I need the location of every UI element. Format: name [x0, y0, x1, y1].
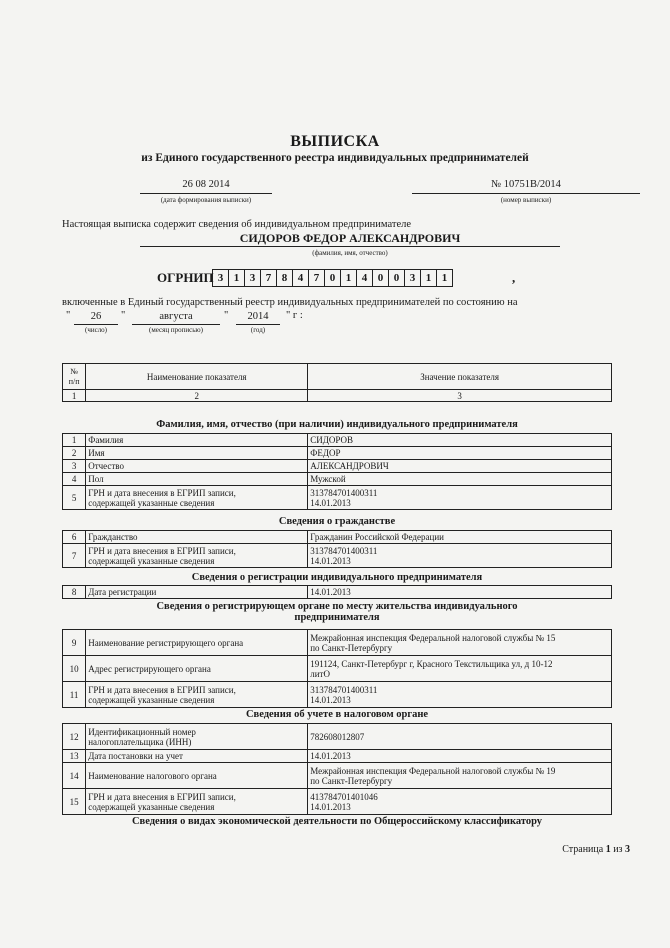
- ogrnip-digit: 7: [261, 270, 277, 286]
- quote-open-day: ": [66, 310, 71, 321]
- row-name: Имя: [86, 447, 308, 460]
- row-name-line: ГРН и дата внесения в ЕГРИП записи,: [88, 545, 236, 556]
- statement-date: 26 08 2014: [140, 179, 272, 194]
- row-name: [86, 724, 308, 750]
- row-number: 5: [63, 486, 86, 510]
- table-row: [63, 789, 612, 815]
- row-value-line: 14.01.2013: [310, 801, 351, 812]
- row-number: 1: [63, 434, 86, 447]
- row-value-line: 313784701400311: [310, 487, 378, 498]
- row-name-line: содержащей указанные сведения: [88, 497, 215, 508]
- state-month-caption: (месяц прописью): [149, 326, 203, 334]
- ogrnip-digit: 1: [341, 270, 357, 286]
- ogrnip-digit: 7: [309, 270, 325, 286]
- row-name-line: содержащей указанные сведения: [88, 801, 215, 812]
- ogrnip-digit: 0: [389, 270, 405, 286]
- section-fio-title: Фамилия, имя, отчество (при наличии) индивидуального предпринимателя: [156, 419, 518, 430]
- row-number: 11: [63, 682, 86, 708]
- row-value-line: 313784701400311: [310, 684, 378, 695]
- ogrnip-digit: 1: [421, 270, 437, 286]
- reg-organ-table: [62, 629, 612, 708]
- ogrnip-digit: 4: [357, 270, 373, 286]
- table-row: [63, 630, 612, 656]
- quote-open-year: ": [224, 310, 229, 321]
- table-row: [63, 544, 612, 568]
- indicator-header-table: [62, 363, 612, 402]
- row-name-line: содержащей указанные сведения: [88, 694, 215, 705]
- row-value-line: по Санкт-Петербургу: [310, 775, 393, 786]
- table-row: [63, 447, 612, 460]
- row-value-line: Межрайонная инспекция Федеральной налоговой службы № 15: [310, 632, 556, 643]
- row-name-line: налогоплательщика (ИНН): [88, 736, 192, 747]
- row-name: Адрес регистрирующего органа: [86, 656, 308, 682]
- table-row: [63, 656, 612, 682]
- row-name-line: ГРН и дата внесения в ЕГРИП записи,: [88, 684, 236, 695]
- table-row: [63, 682, 612, 708]
- table-row: [63, 473, 612, 486]
- section-reg-organ-line: Сведения о регистрирующем органе по месту жительства индивидуального: [156, 601, 518, 612]
- row-number: 10: [63, 656, 86, 682]
- table-row: [63, 434, 612, 447]
- row-value-line: Межрайонная инспекция Федеральной налоговой службы № 19: [310, 765, 556, 776]
- state-day-caption: (число): [84, 326, 108, 334]
- row-number: 7: [63, 544, 86, 568]
- ogrnip-digit: 0: [325, 270, 341, 286]
- row-name: [86, 682, 308, 708]
- ogrnip-digit: 3: [213, 270, 229, 286]
- document-title: ВЫПИСКА: [290, 133, 380, 150]
- row-number: 8: [63, 586, 86, 599]
- row-name: Наименование налогового органа: [86, 763, 308, 789]
- row-name: [86, 486, 308, 510]
- section-citizenship-title: Сведения о гражданстве: [278, 516, 396, 527]
- row-value: Мужской: [308, 473, 612, 486]
- ogrnip-digit: 4: [293, 270, 309, 286]
- intro-line: Настоящая выписка содержит сведения об индивидуальном предпринимателе: [62, 219, 412, 230]
- page-of: из: [613, 844, 623, 855]
- row-value-line: 14.01.2013: [310, 555, 351, 566]
- row-value: АЛЕКСАНДРОВИЧ: [308, 460, 612, 473]
- section-reg-organ-line: предпринимателя: [294, 612, 380, 623]
- row-value-line: 14.01.2013: [310, 694, 351, 705]
- ogrnip-digits: [212, 269, 453, 287]
- row-name: Гражданство: [86, 531, 308, 544]
- row-value-line: 413784701401046: [310, 791, 378, 802]
- table-row: [63, 763, 612, 789]
- col-header-name: Наименование показателя: [86, 364, 308, 390]
- registration-table: [62, 585, 612, 599]
- ogrnip-trailing: ,: [512, 270, 516, 285]
- page-prefix: Страница: [562, 844, 604, 855]
- quote-close-day: ": [121, 310, 126, 321]
- row-number: 3: [63, 460, 86, 473]
- ogrnip-digit: 0: [373, 270, 389, 286]
- row-value: Гражданин Российской Федерации: [308, 531, 612, 544]
- row-name-line: ГРН и дата внесения в ЕГРИП записи,: [88, 791, 236, 802]
- col-header-number: № п/п: [63, 364, 86, 390]
- table-row: [63, 750, 612, 763]
- row-number: 12: [63, 724, 86, 750]
- page-counter: [562, 844, 630, 855]
- row-value-line: 313784701400311: [310, 545, 378, 556]
- state-day: 26: [74, 311, 118, 325]
- row-value-line: 191124, Санкт-Петербург г, Красного Текстильщика ул, д 10-12: [310, 658, 553, 669]
- tax-table: [62, 723, 612, 815]
- row-value: [308, 656, 612, 682]
- col-index-3: 3: [308, 390, 612, 402]
- row-number: 2: [63, 447, 86, 460]
- row-value-line: 14.01.2013: [310, 497, 351, 508]
- row-value: СИДОРОВ: [308, 434, 612, 447]
- row-value: 14.01.2013: [308, 586, 612, 599]
- ogrnip-digit: 1: [441, 272, 448, 284]
- row-name: Фамилия: [86, 434, 308, 447]
- ogrnip-digit: 3: [405, 270, 421, 286]
- row-value-line: по Санкт-Петербургу: [310, 642, 393, 653]
- row-value: [308, 789, 612, 815]
- row-name: Дата постановки на учет: [86, 750, 308, 763]
- page-number: 1: [605, 844, 611, 855]
- section-reg-organ-title: [62, 601, 612, 623]
- row-number: 6: [63, 531, 86, 544]
- state-year-caption: (год): [250, 326, 266, 334]
- section-okved-title: Сведения о видах экономической деятельности по Общероссийскому классификатору: [131, 816, 543, 827]
- col-header-value: Значение показателя: [308, 364, 612, 390]
- year-suffix: " г :: [286, 310, 303, 321]
- table-row: [63, 531, 612, 544]
- col-index-1: 1: [63, 390, 86, 402]
- table-row: [63, 586, 612, 599]
- row-name-line: содержащей указанные сведения: [88, 555, 215, 566]
- row-value: [308, 486, 612, 510]
- row-name: [86, 544, 308, 568]
- row-number: 14: [63, 763, 86, 789]
- row-name: [86, 789, 308, 815]
- row-value: [308, 682, 612, 708]
- table-row: [63, 724, 612, 750]
- row-name: Отчество: [86, 460, 308, 473]
- person-name-caption: (фамилия, имя, отчество): [312, 249, 388, 257]
- ogrnip-label: ОГРНИП: [157, 270, 214, 285]
- ogrnip-digit: 8: [277, 270, 293, 286]
- row-name-line: Идентификационный номер: [88, 726, 196, 737]
- statement-number: № 10751В/2014: [412, 179, 640, 194]
- table-row: [63, 486, 612, 510]
- row-number: 4: [63, 473, 86, 486]
- person-name: СИДОРОВ ФЕДОР АЛЕКСАНДРОВИЧ: [140, 231, 560, 247]
- row-value: 14.01.2013: [308, 750, 612, 763]
- section-registration-title: Сведения о регистрации индивидуального предпринимателя: [191, 572, 483, 583]
- statement-date-caption: (дата формирования выписки): [160, 196, 252, 204]
- row-name: Наименование регистрирующего органа: [86, 630, 308, 656]
- row-name: Дата регистрации: [86, 586, 308, 599]
- row-value: 782608012807: [308, 724, 612, 750]
- row-name: Пол: [86, 473, 308, 486]
- statement-number-caption: (номер выписки): [500, 196, 552, 204]
- row-value: [308, 763, 612, 789]
- row-number: 9: [63, 630, 86, 656]
- row-value: ФЕДОР: [308, 447, 612, 460]
- state-month: августа: [132, 311, 220, 325]
- ogrnip-digit: 1: [229, 270, 245, 286]
- row-number: 15: [63, 789, 86, 815]
- row-value-line: литО: [310, 668, 330, 679]
- row-name-line: ГРН и дата внесения в ЕГРИП записи,: [88, 487, 236, 498]
- state-year: 2014: [236, 311, 280, 325]
- row-value: [308, 544, 612, 568]
- row-value: [308, 630, 612, 656]
- page-total: 3: [625, 844, 630, 855]
- fio-table: [62, 433, 612, 510]
- document-subtitle: из Единого государственного реестра индивидуальных предпринимателей: [141, 152, 529, 164]
- citizenship-table: [62, 530, 612, 568]
- ogrnip-digit: 3: [245, 270, 261, 286]
- state-date-line: включенные в Единый государственный реестр индивидуальных предпринимателей по состоянию на: [62, 297, 518, 308]
- row-number: 13: [63, 750, 86, 763]
- section-tax-title: Сведения об учете в налоговом органе: [245, 709, 429, 720]
- table-row: [63, 460, 612, 473]
- col-index-2: 2: [86, 390, 308, 402]
